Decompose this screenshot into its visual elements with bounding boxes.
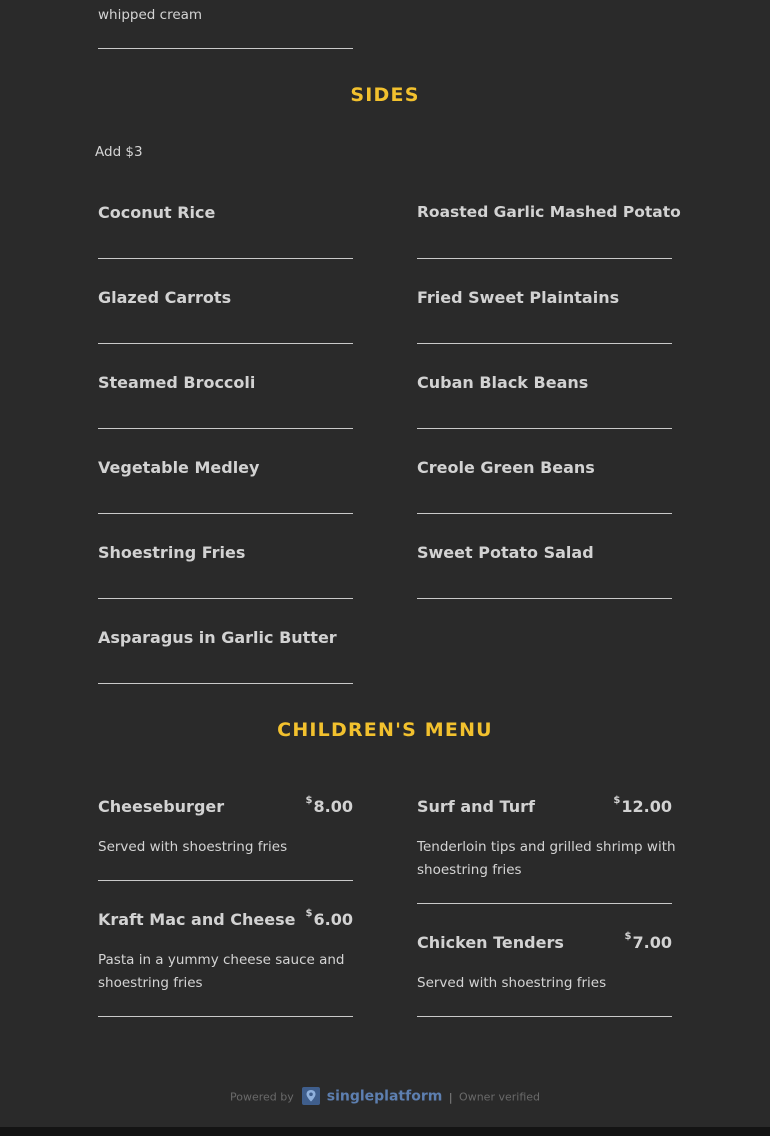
price-value: 6.00 <box>313 910 353 929</box>
side-item-name: Sweet Potato Salad <box>417 543 594 562</box>
singleplatform-logo-icon <box>301 1086 321 1109</box>
currency-symbol: $ <box>305 795 313 806</box>
currency-symbol: $ <box>613 795 621 806</box>
menu-item-price <box>273 910 353 929</box>
item-divider <box>98 683 353 684</box>
powered-by-footer[interactable] <box>0 1086 770 1109</box>
item-divider <box>417 258 672 259</box>
item-divider <box>98 598 353 599</box>
side-item-name: Shoestring Fries <box>98 543 246 562</box>
item-divider <box>98 258 353 259</box>
side-item-name: Vegetable Medley <box>98 458 260 477</box>
item-divider <box>98 343 353 344</box>
menu-item-price <box>592 797 672 816</box>
item-divider <box>98 1016 353 1017</box>
side-item-name: Asparagus in Garlic Butter <box>98 628 337 647</box>
powered-by-label: Powered by <box>229 1090 294 1104</box>
price-value: 12.00 <box>621 797 672 816</box>
menu-item-description: Tenderloin tips and grilled shrimp with shoestring fries <box>417 839 676 878</box>
owner-verified-label: Owner verified <box>459 1090 540 1104</box>
menu-item-description: Served with shoestring fries <box>417 975 607 991</box>
side-item-name: Cuban Black Beans <box>417 373 589 392</box>
item-divider <box>98 880 353 881</box>
item-divider <box>417 903 672 904</box>
side-item-name: Glazed Carrots <box>98 288 232 307</box>
menu-item-price <box>592 933 672 952</box>
side-item-name: Coconut Rice <box>98 203 216 222</box>
menu-item-name: Chicken Tenders <box>417 933 564 952</box>
price-value: 7.00 <box>632 933 672 952</box>
item-divider <box>417 598 672 599</box>
item-divider <box>417 1016 672 1017</box>
side-item-name: Fried Sweet Plaintains <box>417 288 620 307</box>
menu-item-description: Pasta in a yummy cheese sauce and shoestring fries <box>98 952 345 991</box>
section-note: Add $3 <box>95 144 143 160</box>
item-divider <box>417 343 672 344</box>
item-description: whipped cream <box>98 7 203 23</box>
item-divider <box>417 428 672 429</box>
section-title-childrens-menu: CHILDREN'S MENU <box>277 719 493 741</box>
currency-symbol: $ <box>305 908 313 919</box>
menu-item-description: Served with shoestring fries <box>98 839 288 855</box>
side-item-name: Steamed Broccoli <box>98 373 256 392</box>
item-divider <box>98 513 353 514</box>
side-item-name: Roasted Garlic Mashed Potato <box>417 203 681 221</box>
currency-symbol: $ <box>624 931 632 942</box>
menu-item-name: Surf and Turf <box>417 797 535 816</box>
section-title-sides: SIDES <box>350 84 420 106</box>
price-value: 8.00 <box>313 797 353 816</box>
item-divider <box>98 428 353 429</box>
menu-item-name: Kraft Mac and Cheese <box>98 910 296 929</box>
menu-item-price <box>273 797 353 816</box>
side-item-name: Creole Green Beans <box>417 458 595 477</box>
bottom-bar <box>0 1127 770 1136</box>
item-divider <box>98 48 353 49</box>
footer-separator: | <box>448 1090 453 1104</box>
brand-name: singleplatform <box>326 1088 443 1105</box>
menu-item-name: Cheeseburger <box>98 797 225 816</box>
item-divider <box>417 513 672 514</box>
